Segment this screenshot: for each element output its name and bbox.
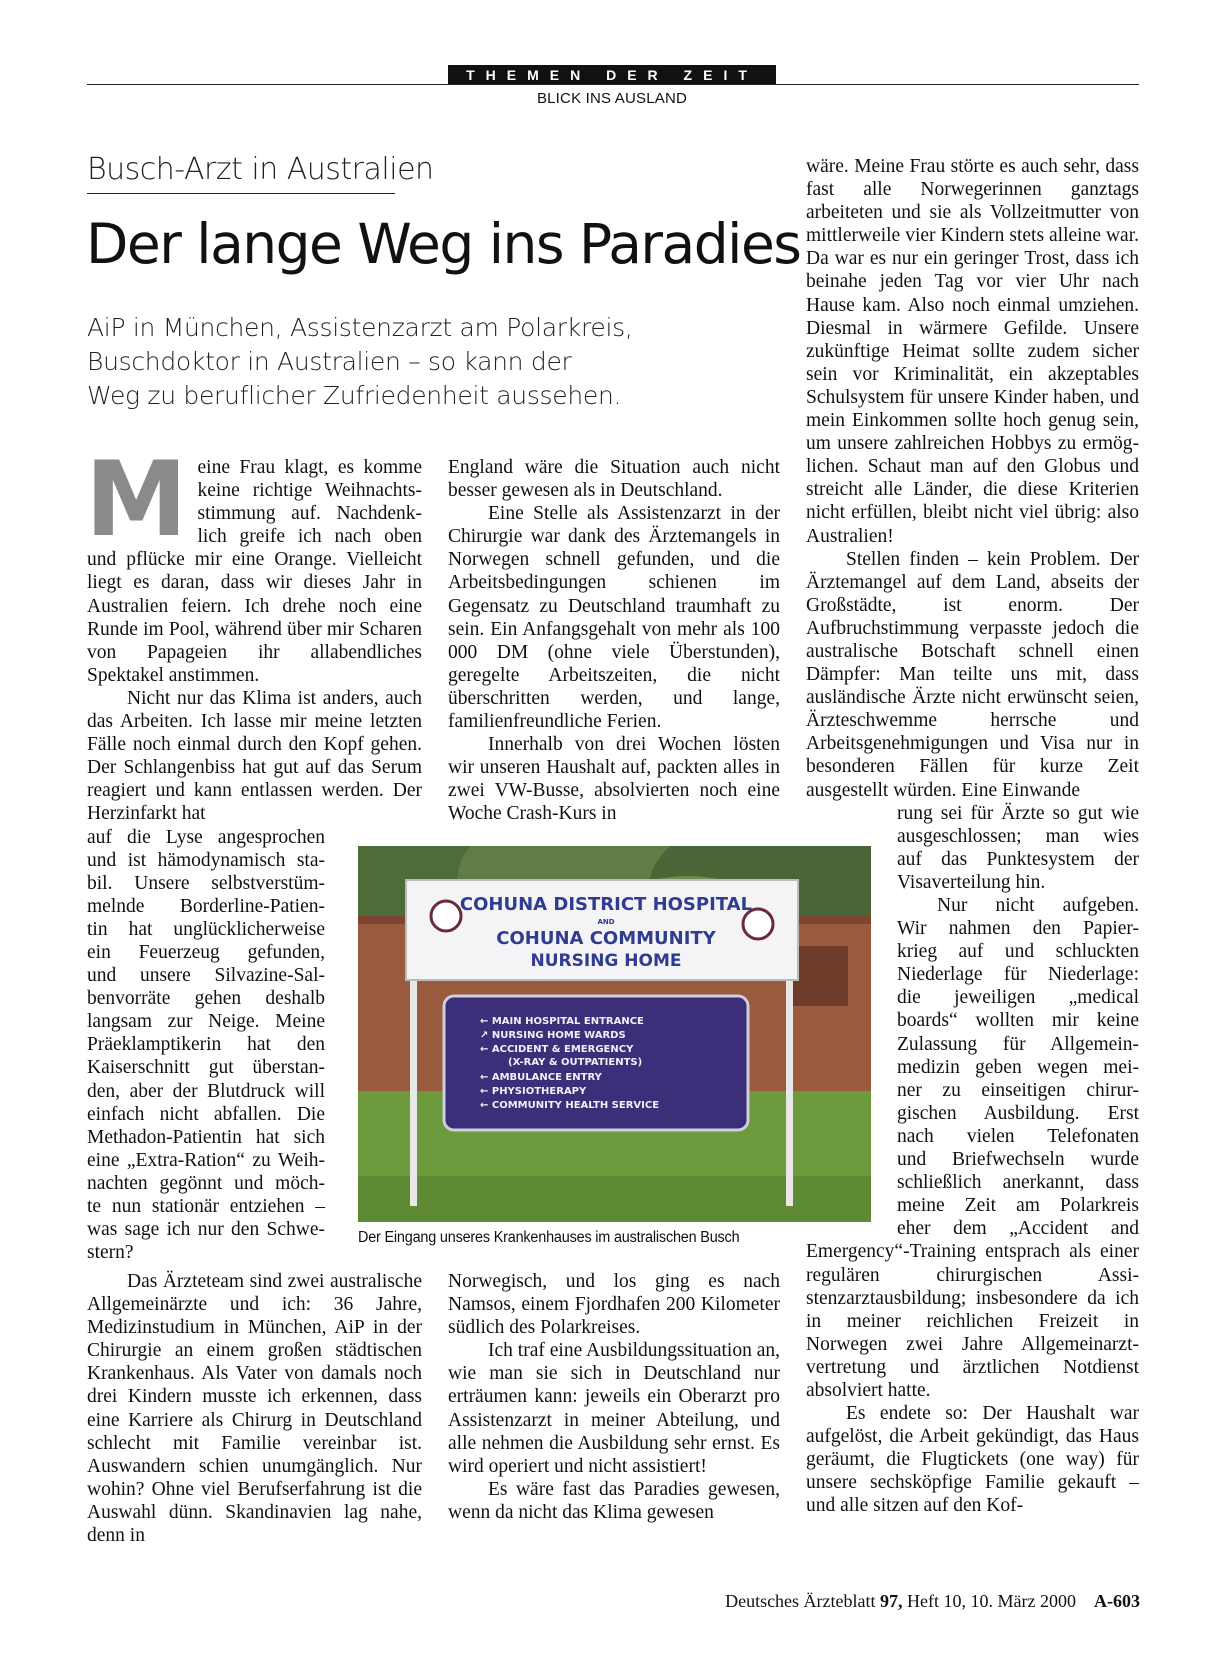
column-3 [806, 155, 1139, 1518]
lead-line: Buschdoktor in Australien – so kann der [87, 347, 572, 376]
drop-cap: M [85, 440, 188, 560]
sign-line: AND [597, 918, 615, 926]
paragraph: Innerhalb von drei Wochen lösten wir unseren Haushalt auf, packten alles in zwei VW-Busse, absolvierten noch eine Woche Crash-Kurs in [448, 734, 780, 825]
paragraph: Nicht nur das Klima ist anders, auch das Arbeiten. Ich lasse mir meine letzten Fälle noch einmal durch den Kopf gehen. Der Schlangenbiss hat gut auf das Serum reagiert und kann entlassen werden. Der Herzinfarkt hat [87, 687, 422, 825]
sign-line: ← MAIN HOSPITAL ENTRANCE [480, 1016, 644, 1027]
subsection-label: BLICK INS AUSLAND [536, 90, 688, 107]
wrapped-lines: auf die Lyse angesprochen und ist hämodynamisch sta- bil. Unsere selbstverstüm- melnde Borderline-Patien- tin hat unglücklicherweise ein Feuerzeug gefunden, und unsere Silvazine-Sal- benvorräte gehen deshalb langsam zur Neige. Meine Präeklamptikerin hat den Kaiserschnitt gut überstan- den, aber der Blutdruck will einfach nicht abfallen. Die Methadon-Patientin hat sich eine „Extra-Ration“ zu Weih- nachten gegönnt und möch- te nun stationär entziehen – was sage ich nur den Schwe- stern? [87, 826, 325, 1264]
sign-line: (X-RAY & OUTPATIENTS) [508, 1057, 643, 1068]
sign-line: ← PHYSIOTHERAPY [480, 1086, 587, 1097]
paragraph: Stellen finden – kein Problem. Der Ärztemangel auf dem Land, abseits der Großstädte, ist enorm. Der Aufbruchstimmung verpasste jedoch die australische Botschaft schnell einen Dämpfer: Man teilte uns mit, dass ausländische Ärzte nicht erwünscht seien, Ärzteschwemme herrsche und Arbeitsgenehmigungen und Visa nur in besonderen Fällen für kurze Zeit ausgestellt würden. Eine Einwande [806, 548, 1139, 801]
sign-line: COHUNA DISTRICT HOSPITAL [459, 894, 753, 915]
article-kicker: Busch-Arzt in Australien [87, 152, 434, 187]
paragraph: Ich traf eine Ausbildungssituation an, wie man sie sich in Deutschland nur erträumen kann: jeweils ein Oberarzt pro Assistenzarzt in meiner Abteilung, und alle nehmen die Ausbildung sehr ernst. Es wird operiert und nicht assistiert! [448, 1340, 780, 1477]
volume-number: 97, [880, 1591, 903, 1611]
paragraph: Das Ärzteteam sind zwei australische Allgemeinärzte und ich: 36 Jahre, Medizinstudium in München, AiP in der Chirurgie an einem großen städtischen Krankenhaus. Als Vater von damals noch drei Kindern musste ich erkennen, dass eine Karriere als Chirurg in Deutschland schlecht mit Familie vereinbar ist. Auswandern schien unumgänglich. Nur wohin? Ohne viel Berufserfahrung ist die Auswahl dünn. Skandinavien lag nahe, denn in [87, 1271, 422, 1547]
wrapped-lines: rung sei für Ärzte so gut wie ausgeschlossen; man wies auf das Punktesystem der Visaverteilung hin. Nur nicht aufgeben. Wir nahmen den Papier- krieg auf und schluckten Niederlage für Niederlage: die jeweiligen „medical boards“ wollten mir keine Zulassung für Allgemein- medizin geben wegen mei- ner zu einseitigen chirur- gischen Ausbildung. Erst nach vielen Telefonaten und Briefwechseln wurde schließlich anerkannt, dass meine Zeit am Polarkreis eher dem „Accident and [897, 802, 1139, 1240]
sign-line: COHUNA COMMUNITY [496, 928, 716, 949]
paragraph: Emergency“-Training entsprach als einer regulären chirurgischen Assistenzarztausbildung; insbesondere da ich in meiner reichlichen Freizeit in Norwegen zwei Jahre Allgemeinarztvertretung und ärztlichen Notdienst absolviert hatte. [806, 1241, 1139, 1401]
issue-info: Heft 10, 10. März 2000 [907, 1591, 1076, 1611]
kicker-rule [87, 193, 395, 194]
lead-line: AiP in München, Assistenzarzt am Polarkreis, [87, 313, 633, 342]
paragraph: Es endete so: Der Haushalt war aufgelöst, die Arbeit gekündigt, das Haus geräumt, die Flugtickets (one way) für unsere sechsköpfige Familie gekauft – und alle sitzen auf den Kof- [806, 1403, 1139, 1517]
column-1-bottom [87, 1270, 422, 1547]
paragraph: England wäre die Situation auch nicht besser gewesen als in Deutschland. [448, 457, 780, 502]
page-footer [600, 1591, 1140, 1612]
sign-line: ← ACCIDENT & EMERGENCY [480, 1044, 634, 1055]
journal-name: Deutsches Ärzteblatt [725, 1591, 876, 1611]
article-lead [87, 311, 767, 413]
article-headline: Der lange Weg ins Paradies [86, 212, 801, 276]
lead-line: Weg zu beruflicher Zufriedenheit aussehen. [87, 381, 622, 410]
column-2-top [448, 456, 780, 826]
header-rule [87, 84, 1139, 85]
paragraph: wäre. Meine Frau störte es auch sehr, dass fast alle Norwegerinnen ganztags arbeiteten und sie als Vollzeitmutter von mittlerweile vier Kindern stets alleine war. Da war es nur ein geringer Trost, dass ich beinahe jeden Tag vor vier Uhr nach Hause kam. Also noch einmal umziehen. Diesmal in wärmere Gefilde. Unsere zukünftige Heimat sollte zudem sicher sein vor Kriminalität, ein akzeptables Schulsystem für unsere Kinder haben, und mein Einkommen sollte hoch genug sein, um unsere zahlreichen Hobbys zu ermöglichen. Schaut man auf den Globus und streicht alle Länder, die diese Kriterien nicht erfüllen, bleibt nicht viel übrig: also Australien! [806, 156, 1139, 547]
paragraph: Es wäre fast das Paradies gewesen, wenn da nicht das Klima gewesen [448, 1478, 780, 1523]
sign-line: NURSING HOME [530, 951, 682, 971]
paragraph: Norwegisch, und los ging es nach Namsos, einem Fjordhafen 200 Kilometer südlich des Polarkreises. [448, 1271, 780, 1339]
photo-caption: Der Eingang unseres Krankenhauses im australischen Busch [358, 1229, 740, 1246]
paragraph: Eine Stelle als Assistenzarzt in der Chirurgie war dank des Ärztemangels in Norwegen schnell gefunden, und die Arbeitsbedingungen schienen im Gegensatz zu Deutschland traumhaft zu sein. Ein Anfangsgehalt von mehr als 100 000 DM (ohne viele Überstunden), geregelte Arbeitszeiten, die nicht überschritten werden, und lange, familienfreundliche Ferien. [448, 503, 780, 733]
paragraph: Meine Frau klagt, es komme keine richtige Weihnachtsstimmung auf. Nachdenklich greife ich nach oben und pflücke mir eine Orange. Vielleicht liegt es daran, dass wir dieses Jahr in Australien feiern. Ich drehe noch eine Runde im Pool, während über mir Scharen von Papageien ihr allabendliches Spektakel anstimmen. [85, 440, 422, 686]
sign-line: ← COMMUNITY HEALTH SERVICE [480, 1100, 660, 1111]
hospital-sign-photo [358, 846, 871, 1222]
page-number: A-603 [1094, 1591, 1140, 1611]
sign-line: ↗ NURSING HOME WARDS [480, 1030, 626, 1041]
sign-line: ← AMBULANCE ENTRY [480, 1072, 602, 1083]
section-label: THEMEN DER ZEIT [448, 65, 776, 85]
column-2-bottom [448, 1270, 780, 1524]
